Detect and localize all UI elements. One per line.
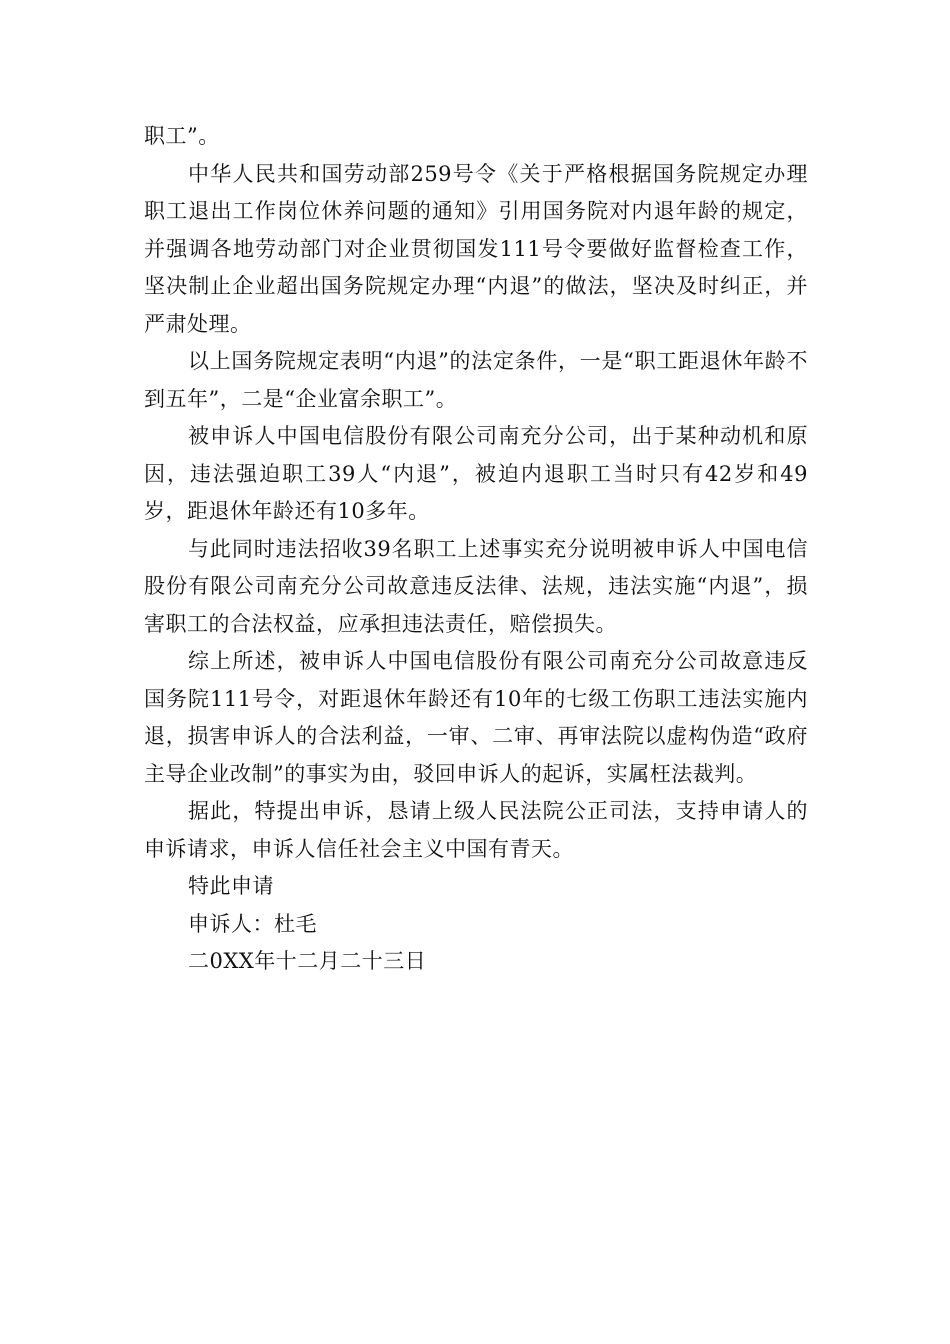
paragraph-appeal-request: 据此，特提出申诉，恳请上级人民法院公正司法，支持申请人的申诉请求，申诉人信任社会主义中国有青天。 <box>144 799 808 861</box>
paragraph-summary: 综上所述，被申诉人中国电信股份有限公司南充分公司故意违反国务院111号令，对距退休年龄还有10年的七级工伤职工违法实施内退，损害申诉人的合法利益，一审、二审、再审法院以虚构伪造“政府主导企业改制”的事实为由，驳回申诉人的起诉，实属枉法裁判。 <box>144 649 808 786</box>
paragraph-labor-ministry-order: 中华人民共和国劳动部259号令《关于严格根据国务院规定办理职工退出工作岗位休养问题的通知》引用国务院对内退年龄的规定，并强调各地劳动部门对企业贯彻国发111号令要做好监督检查工作，坚决制止企业超出国务院规定办理“内退”的做法，坚决及时纠正，并严肃处理。 <box>144 161 808 336</box>
paragraph-forced-retirement: 被申诉人中国电信股份有限公司南充分公司，出于某种动机和原因，违法强迫职工39人“内退”，被迫内退职工当时只有42岁和49岁，距退休年龄还有10多年。 <box>144 424 808 523</box>
paragraph-illegal-hiring: 与此同时违法招收39名职工上述事实充分说明被申诉人中国电信股份有限公司南充分公司故意违反法律、法规，违法实施“内退”，损害职工的合法权益，应承担违法责任，赔偿损失。 <box>144 536 808 636</box>
signature-line: 申诉人：杜毛 <box>188 911 317 936</box>
date-line: 二0XX年十二月二十三日 <box>188 949 427 973</box>
paragraph-legal-conditions: 以上国务院规定表明“内退”的法定条件，一是“职工距退休年龄不到五年”，二是“企业富余职工”。 <box>144 349 808 411</box>
closing-line: 特此申请 <box>188 874 274 898</box>
paragraph-continuation: 职工”。 <box>144 124 220 148</box>
document-body <box>144 118 808 981</box>
